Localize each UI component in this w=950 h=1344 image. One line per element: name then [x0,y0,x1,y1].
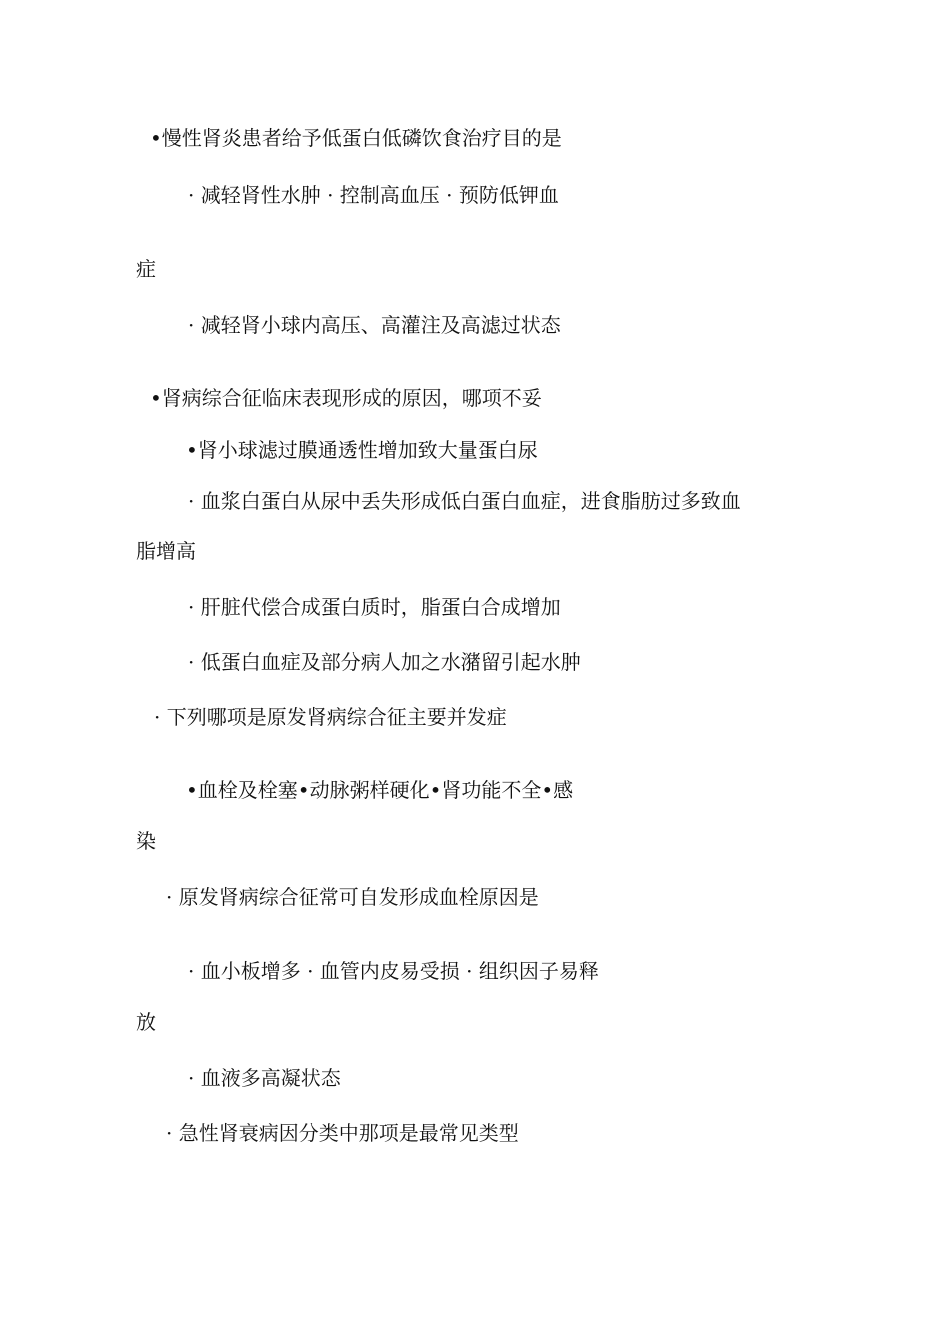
question-4: · 原发肾病综合征常可自发形成血栓原因是 [166,885,539,909]
answer-options-line: · 血小板增多 · 血管内皮易受损 · 组织因子易释 [188,959,599,983]
answer-option: · 低蛋白血症及部分病人加之水潴留引起水肿 [188,650,581,674]
question-5: · 急性肾衰病因分类中那项是最常见类型 [166,1121,519,1145]
answer-options-line: •血栓及栓塞•动脉粥样硬化•肾功能不全•感 [186,778,574,802]
question-3: · 下列哪项是原发肾病综合征主要并发症 [154,705,507,729]
question-2: •肾病综合征临床表现形成的原因，哪项不妥 [150,386,542,410]
answer-option-wrap: 脂增高 [136,539,196,563]
answer-options-wrap: 染 [136,829,156,853]
answer-option: · 血浆白蛋白从尿中丢失形成低白蛋白血症，进食脂肪过多致血 [188,489,741,513]
answer-option: · 减轻肾小球内高压、高灌注及高滤过状态 [188,313,561,337]
answer-options-line: · 减轻肾性水肿 · 控制高血压 · 预防低钾血 [188,183,559,207]
answer-options-wrap: 症 [136,257,156,281]
answer-option: · 血液多高凝状态 [188,1066,341,1090]
answer-options-wrap: 放 [136,1010,156,1034]
question-1: •慢性肾炎患者给予低蛋白低磷饮食治疗目的是 [150,126,562,150]
answer-option: · 肝脏代偿合成蛋白质时，脂蛋白合成增加 [188,595,561,619]
answer-option: •肾小球滤过膜通透性增加致大量蛋白尿 [186,438,538,462]
